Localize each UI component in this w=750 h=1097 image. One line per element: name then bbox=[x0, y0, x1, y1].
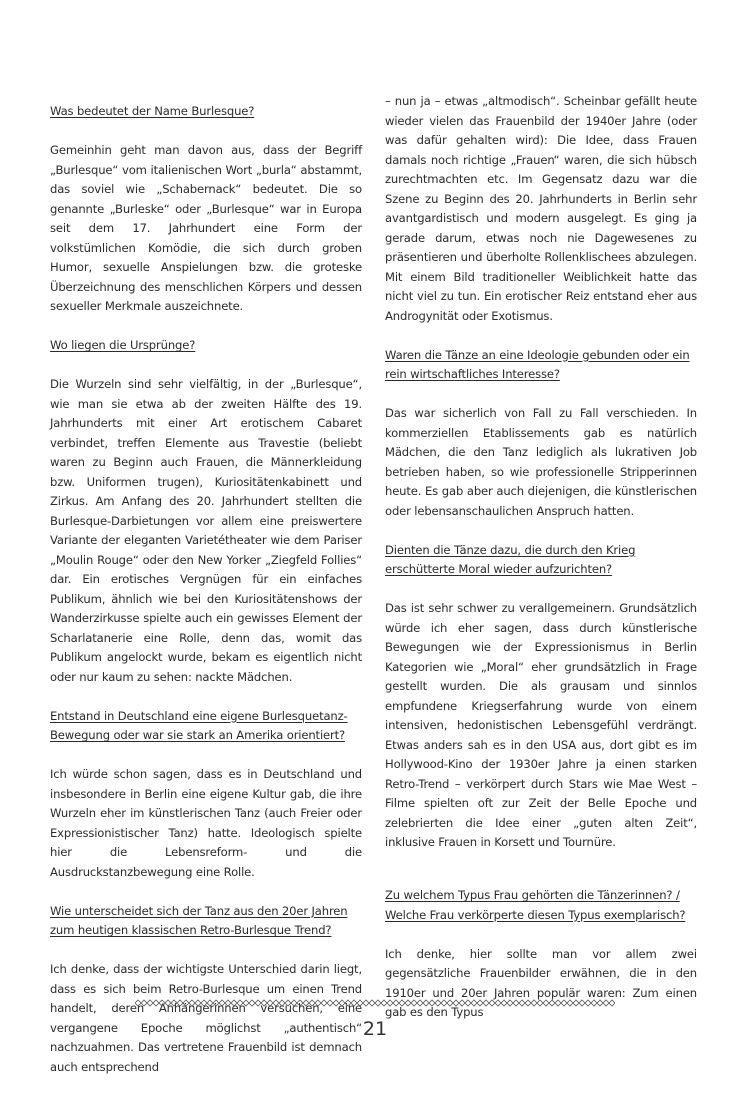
answer-paragraph: Die Wurzeln sind sehr vielfältig, in der „Burlesque“, wie man sie etwa ab der zweiten Hälfte des 19. Jahrhunderts mit einer Art erotischem Cabaret verbindet, treffen Elemente aus Travestie (beliebt waren zu Beginn auch Frauen, die Männerkleidung bzw. Uniformen trugen), Kuriositätenkabinett und Zirkus. Am Anfang des 20. Jahrhundert stellten die Burlesque-Darbietungen vor allem eine preiswertere Variante der eleganten Varietétheater wie dem Pariser „Moulin Rouge“ oder den New Yorker „Ziegfeld Follies“ dar. Ein erotisches Vergnügen für ein einfaches Publikum, ähnlich wie bei den Kuriositätenshows der Wanderzirkusse spielte auch ein gewisses Element der Scharlatanerie eine Rolle, denn das, womit das Publikum angelockt wurde, bekam es eigentlich nicht oder nur kaum zu sehen: nackte Mädchen. bbox=[50, 377, 362, 684]
question-heading: Zu welchem Typus Frau gehörten die Tänzerinnen? / Welche Frau verkörperte diesen Typus exemplarisch? bbox=[385, 888, 686, 922]
question-heading: Wo liegen die Ursprünge? bbox=[50, 338, 196, 352]
answer-paragraph: Gemeinhin geht man davon aus, dass der Begriff „Burlesque“ vom italienischen Wort „burla“ abstammt, das soviel wie „Schabernack“ bedeutet. Die so genannte „Burleske“ oder „Burlesque“ war in Europa seit dem 17. Jahrhundert eine Form der volkstümlichen Komödie, die sich durch groben Humor, sexuelle Anspielungen bzw. die groteske Überzeichnung des menschlichen Körpers und dessen sexueller Merkmale auszeichnete. bbox=[50, 143, 362, 313]
question-heading: Wie unterscheidet sich der Tanz aus den 20er Jahren zum heutigen klassischen Retro-Burlesque Trend? bbox=[50, 903, 348, 937]
question-heading: Dienten die Tänze dazu, die durch den Krieg erschütterte Moral wieder aufzurichten? bbox=[385, 542, 636, 576]
ornamental-divider bbox=[135, 999, 615, 1007]
question-heading: Waren die Tänze an eine Ideologie gebunden oder ein rein wirtschaftliches Interesse? bbox=[385, 347, 690, 381]
question-heading: Was bedeutet der Name Burlesque? bbox=[50, 104, 255, 118]
right-column bbox=[385, 92, 697, 1042]
answer-paragraph: Ich würde schon sagen, dass es in Deutschland und insbesondere in Berlin eine eigene Kultur gab, die ihre Wurzeln eher im künstlerischen Tanz (auch Freier oder Expressionistischer Tanz) hatte. Ideologisch spielte hier die Lebensreform- und die Ausdruckstanzbewegung eine Rolle. bbox=[50, 767, 362, 879]
question-heading: Entstand in Deutschland eine eigene Burlesquetanz-Bewegung oder war sie stark an Amerika orientiert? bbox=[50, 708, 348, 742]
answer-paragraph-continued: – nun ja – etwas „altmodisch“. Scheinbar gefällt heute wieder vielen das Frauenbild der 1940er Jahre (oder was dafür gehalten wird): Die Idee, dass Frauen damals noch richtige „Frauen“ waren, die sich hübsch zurechtmachten etc. Im Gegensatz dazu war die Szene zu Beginn des 20. Jahrhunderts in Berlin sehr avantgardistisch und modern ausgelegt. Es ging ja gerade darum, etwas noch nie Dagewesenes zu präsentieren und überholte Rollenklischees abzulegen. Mit einem Bild traditioneller Weiblichkeit hatte das nicht viel zu tun. Ein erotischer Reiz entstand eher aus Androgynität oder Exotismus. bbox=[385, 94, 697, 323]
answer-paragraph: Das war sicherlich von Fall zu Fall verschieden. In kommerziellen Etablissements gab es natürlich Mädchen, die den Tanz lediglich als lukrativen Job betrieben haben, so wie professionelle Stripperinnen heute. Es gab aber auch diejenigen, die künstlerischen oder lebensanschaulichen Anspruch hatten. bbox=[385, 406, 697, 518]
page-number: 21 bbox=[362, 1018, 388, 1040]
answer-paragraph: Ich denke, dass der wichtigste Unterschied darin liegt, dass es sich beim Retro-Burlesque um einen Trend handelt, deren Anhängerinnen versuchen, eine vergangene Epoche möglichst „authentisch“ nachzuahmen. Das vertretene Frauenbild ist demnach auch entsprechend bbox=[50, 962, 362, 1074]
answer-paragraph: Das ist sehr schwer zu verallgemeinern. Grundsätzlich würde ich eher sagen, dass durch künstlerische Bewegungen wie der Expressionismus in Berlin Kategorien wie „Moral“ eher grundsätzlich in Frage gestellt wurden. Die als grausam und sinnlos empfundene Kriegserfahrung wurde von einem intensiven, hedonistischen Lebensgefühl verdrängt. Etwas anders sah es in den USA aus, dort gibt es im Hollywood-Kino der 1930er Jahre ja einen starken Retro-Trend – verkörpert durch Stars wie Mae West – Filme spielten oft zur Zeit der Belle Epoche und zelebrierten die Idee einer „guten alten Zeit“, inklusive Frauen in Korsett und Tournüre. bbox=[385, 601, 697, 849]
spacer bbox=[385, 872, 697, 886]
left-column bbox=[50, 102, 362, 1097]
answer-paragraph: Ich denke, hier sollte man vor allem zwei gegensätzliche Frauenbilder erwähnen, die in den 1910er und 20er Jahren populär waren: Zum einen gab es den Typus bbox=[385, 946, 697, 1019]
